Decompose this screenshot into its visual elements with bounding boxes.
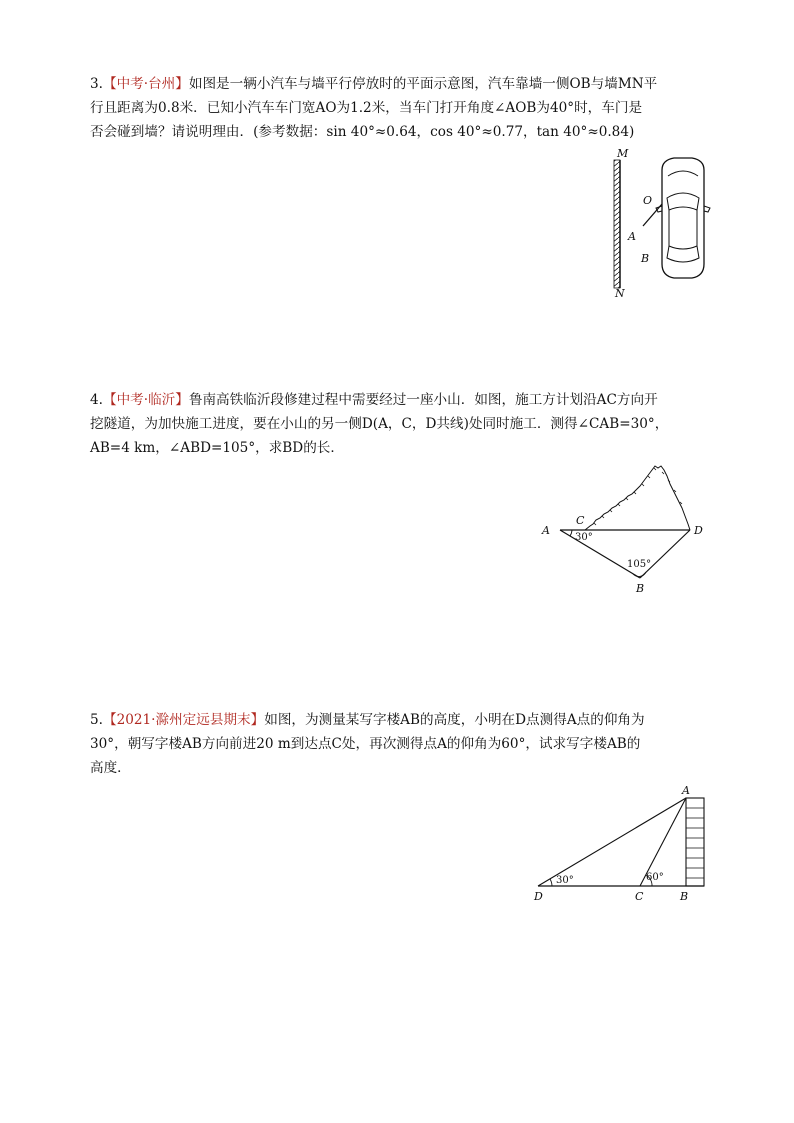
problem-text: 如图，为测量某写字楼AB的高度，小明在D点测得A点的仰角为 bbox=[264, 712, 645, 728]
label-D: D bbox=[534, 890, 543, 903]
problem-text: 行且距离为0.8米．已知小汽车车门宽AO为1.2米，当车门打开角度∠AOB为40°时，车门是 bbox=[90, 100, 643, 116]
car-wall-figure bbox=[600, 148, 720, 300]
label-M: M bbox=[617, 147, 629, 160]
label-C: C bbox=[576, 514, 585, 527]
building bbox=[686, 798, 704, 886]
angle-label-A: 30° bbox=[575, 532, 593, 543]
problem-text: AB=4 km，∠ABD=105°，求BD的长． bbox=[90, 440, 344, 456]
problem-text: 30°，朝写字楼AB方向前进20 m到达点C处，再次测得点A的仰角为60°，试求写字楼AB的 bbox=[90, 736, 641, 752]
problem-4-line-1 bbox=[90, 388, 710, 412]
problem-number: 5. bbox=[90, 712, 103, 728]
label-O: O bbox=[643, 194, 653, 207]
label-A: A bbox=[628, 230, 636, 243]
label-B: B bbox=[680, 890, 689, 903]
problem-3-line-1 bbox=[90, 72, 710, 96]
angle-arc-A bbox=[570, 530, 572, 536]
label-B: B bbox=[636, 582, 645, 595]
source-tag: 【中考·临沂】 bbox=[102, 392, 189, 408]
label-B: B bbox=[641, 252, 650, 265]
line-AB bbox=[560, 530, 640, 578]
label-A: A bbox=[542, 524, 550, 537]
label-A: A bbox=[682, 784, 690, 797]
mountain-texture bbox=[594, 468, 682, 525]
problem-3 bbox=[90, 72, 710, 144]
problem-number: 3. bbox=[90, 76, 103, 92]
angle-arc-D bbox=[550, 879, 552, 886]
angle-label-B: 105° bbox=[627, 559, 652, 570]
sight-line-DA bbox=[538, 798, 686, 886]
angle-arc-B bbox=[633, 572, 646, 576]
problem-text: 鲁南高铁临沂段修建过程中需要经过一座小山．如图，施工方计划沿AC方向开 bbox=[188, 392, 658, 408]
building-elevation-figure bbox=[530, 782, 720, 904]
car-mirror-right bbox=[704, 206, 710, 212]
mountain-outline bbox=[585, 466, 690, 530]
angle-label-D: 30° bbox=[556, 875, 574, 886]
label-N: N bbox=[615, 287, 625, 300]
source-tag: 【2021·滁州定远县期末】 bbox=[102, 712, 265, 728]
problem-5 bbox=[90, 708, 710, 780]
label-C: C bbox=[635, 890, 644, 903]
door-OA bbox=[643, 204, 662, 226]
line-BD bbox=[640, 530, 690, 578]
problem-text: 挖隧道，为加快施工进度，要在小山的另一侧D(A，C，D共线)处同时施工．测得∠CAB=30°， bbox=[90, 416, 669, 432]
problem-text: 如图是一辆小汽车与墙平行停放时的平面示意图，汽车靠墙一侧OB与墙MN平 bbox=[188, 76, 658, 92]
problem-number: 4. bbox=[90, 392, 103, 408]
wall-hatch bbox=[614, 160, 620, 288]
problem-text: 否会碰到墙？请说明理由．(参考数据：sin 40°≈0.64，cos 40°≈0.77，tan 40°≈0.84) bbox=[90, 124, 635, 140]
angle-label-C: 60° bbox=[646, 872, 664, 883]
label-D: D bbox=[694, 524, 703, 537]
problem-text: 高度． bbox=[90, 760, 131, 776]
mountain-tunnel-figure bbox=[538, 460, 718, 600]
source-tag: 【中考·台州】 bbox=[102, 76, 189, 92]
problem-4 bbox=[90, 388, 710, 460]
problem-5-line-1 bbox=[90, 708, 710, 732]
